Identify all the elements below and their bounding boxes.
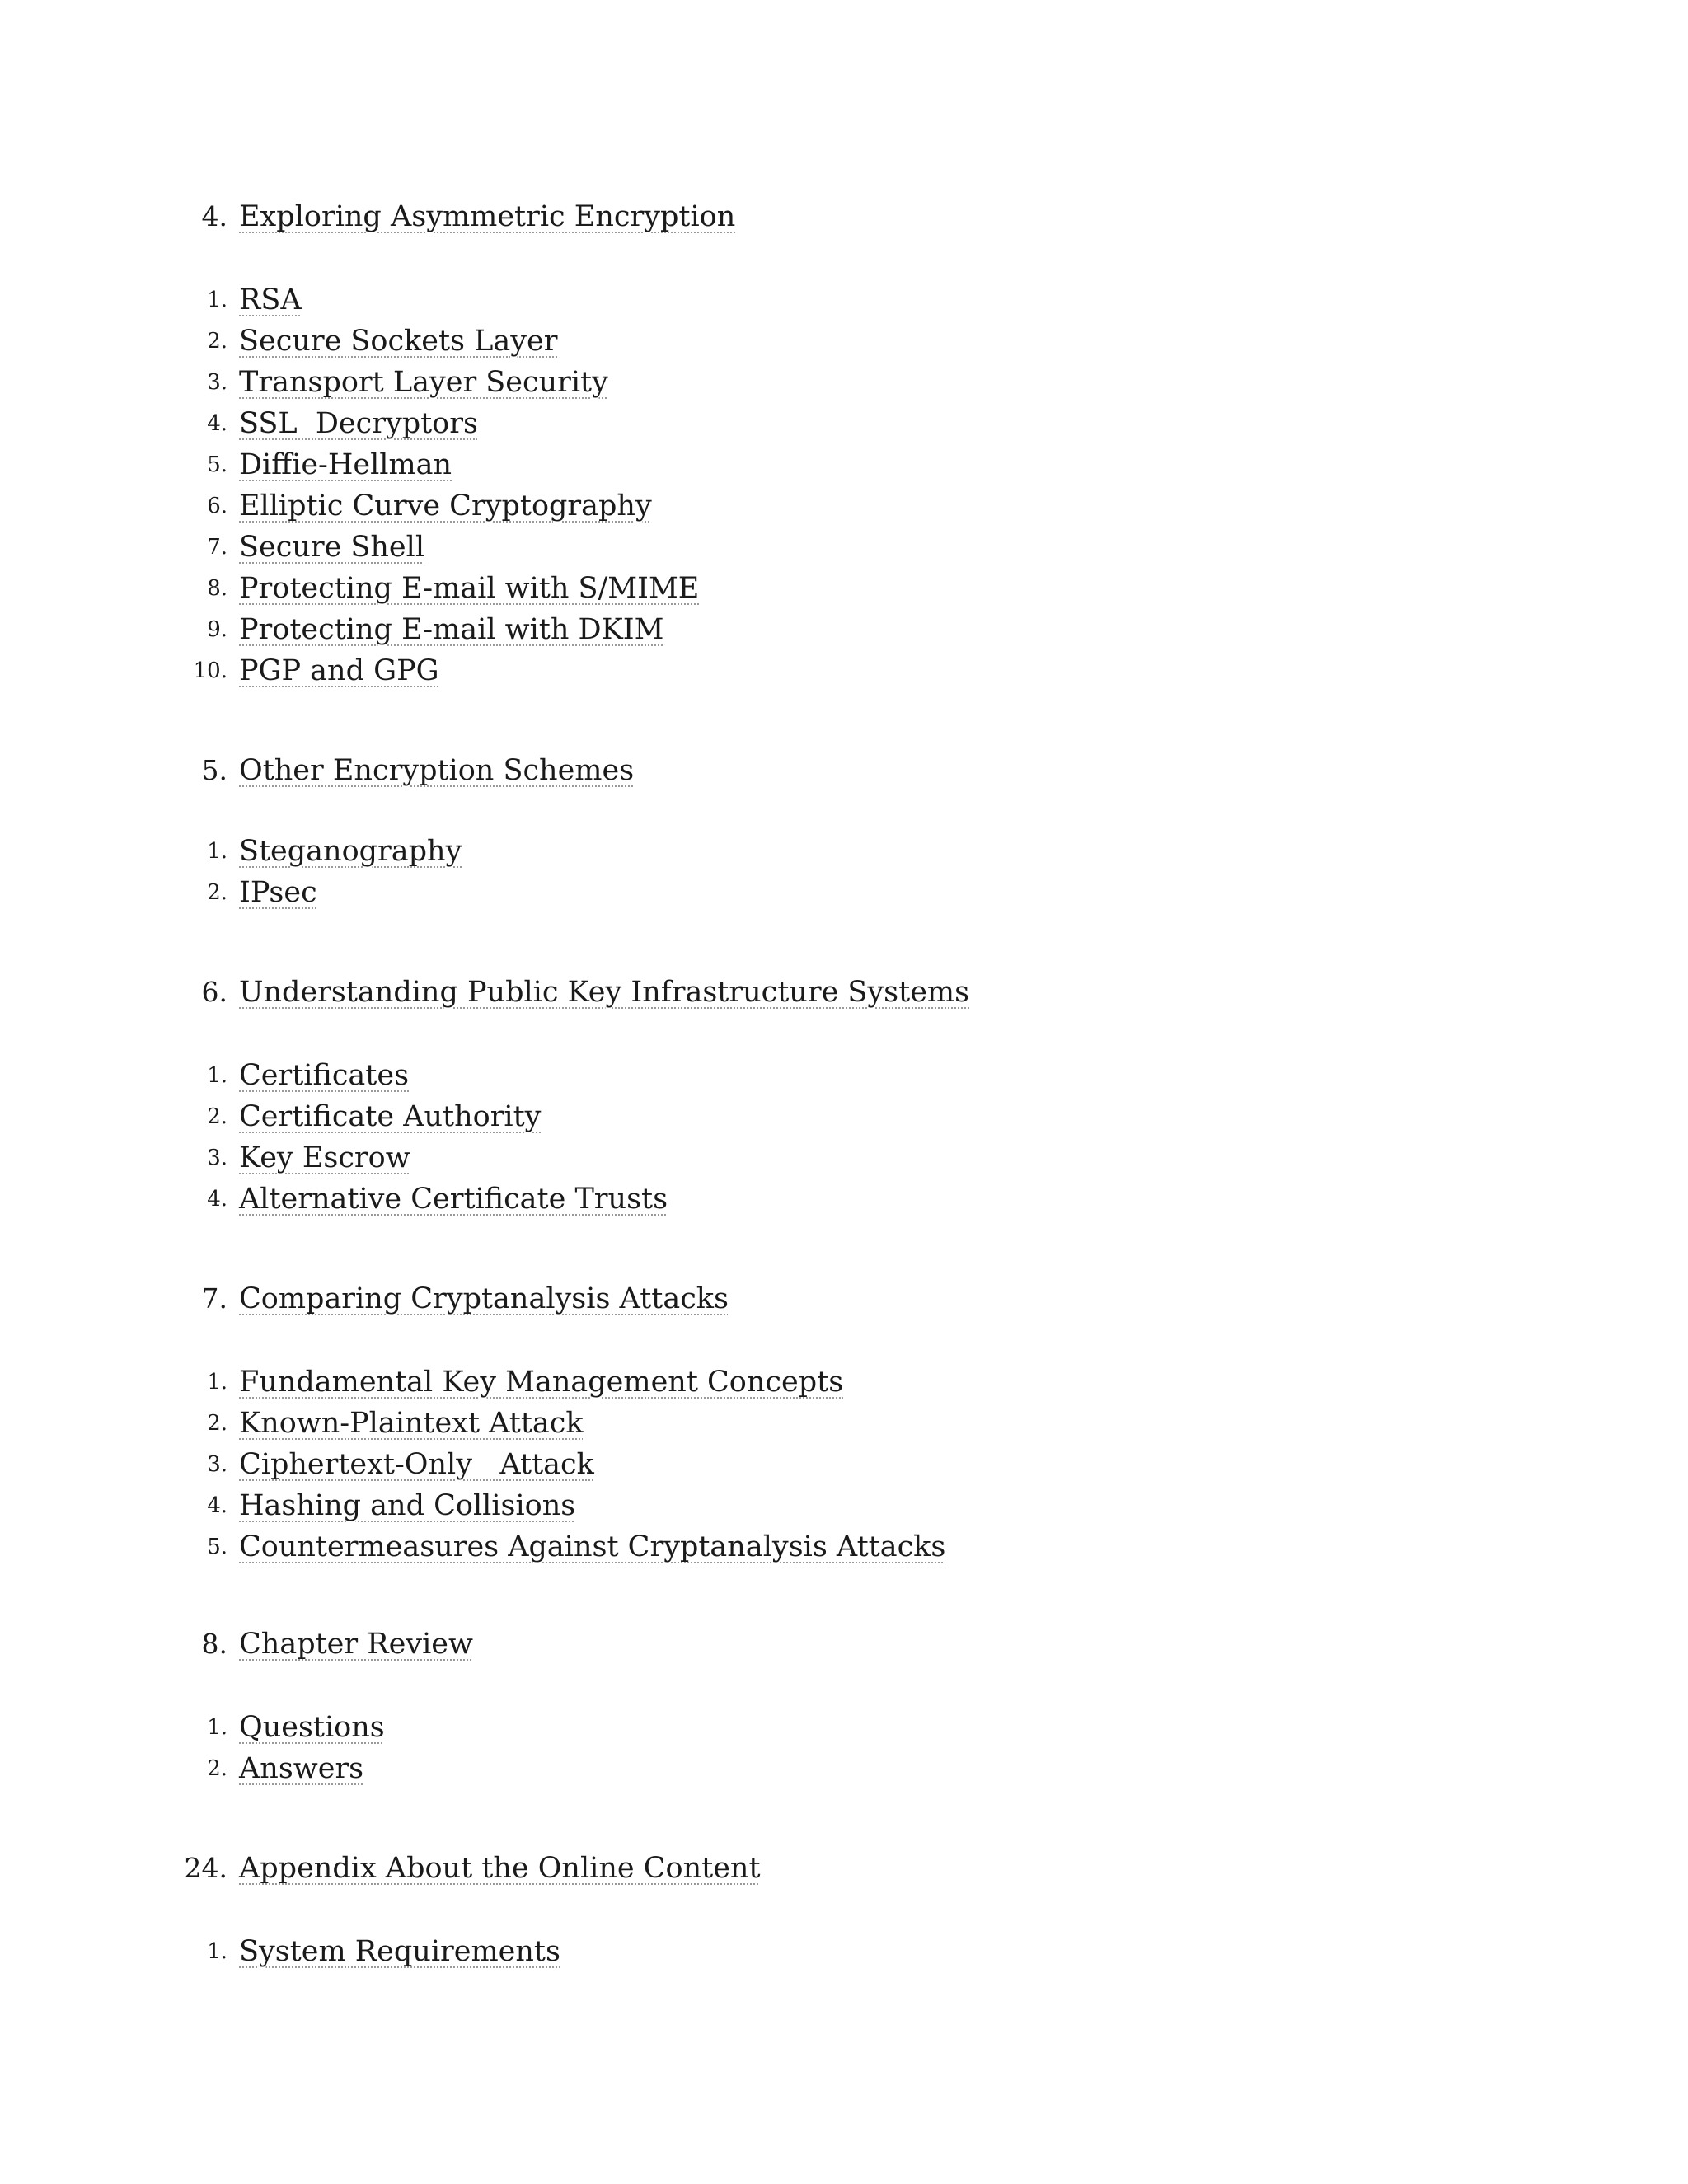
item-link-known-plaintext-attack[interactable]: Known-Plaintext Attack xyxy=(239,1407,584,1440)
item-number: 1. xyxy=(207,1715,227,1740)
item-link-certificates[interactable]: Certificates xyxy=(239,1059,410,1092)
item-link-alternative-certificate-trusts[interactable]: Alternative Certificate Trusts xyxy=(239,1183,668,1216)
item-number: 9. xyxy=(207,617,227,642)
section-link-comparing-cryptanalysis-attacks[interactable]: Comparing Cryptanalysis Attacks xyxy=(239,1282,729,1315)
item-number: 8. xyxy=(207,576,227,601)
item-link-diffie-hellman[interactable]: Diffie-Hellman xyxy=(239,448,452,481)
section-link-other-encryption-schemes[interactable]: Other Encryption Schemes xyxy=(239,754,635,787)
item-link-pgp-and-gpg[interactable]: PGP and GPG xyxy=(239,654,439,687)
item-number: 2. xyxy=(207,1104,227,1129)
item-number: 1. xyxy=(207,1939,227,1964)
section-link-exploring-asymmetric-encryption[interactable]: Exploring Asymmetric Encryption xyxy=(239,200,736,233)
item-number: 2. xyxy=(207,880,227,905)
item-link-key-escrow[interactable]: Key Escrow xyxy=(239,1141,410,1174)
item-number: 5. xyxy=(207,452,227,477)
item-number: 1. xyxy=(207,1063,227,1088)
item-link-ipsec[interactable]: IPsec xyxy=(239,876,317,909)
section-number: 24. xyxy=(184,1852,227,1884)
item-link-fundamental-key-management[interactable]: Fundamental Key Management Concepts xyxy=(239,1366,844,1399)
item-link-questions[interactable]: Questions xyxy=(239,1711,385,1744)
item-number: 4. xyxy=(207,411,227,436)
item-number: 7. xyxy=(207,535,227,560)
item-link-steganography[interactable]: Steganography xyxy=(239,835,462,868)
item-number: 6. xyxy=(207,494,227,518)
item-link-protecting-email-dkim[interactable]: Protecting E-mail with DKIM xyxy=(239,613,664,646)
item-link-secure-shell[interactable]: Secure Shell xyxy=(239,531,425,564)
section-link-appendix-online-content[interactable]: Appendix About the Online Content xyxy=(239,1852,761,1885)
item-number: 2. xyxy=(207,1756,227,1781)
item-number: 4. xyxy=(207,1187,227,1212)
item-number: 10. xyxy=(193,658,227,683)
item-link-ciphertext-only-attack[interactable]: Ciphertext-Only Attack xyxy=(239,1448,594,1481)
item-number: 4. xyxy=(207,1493,227,1518)
item-link-protecting-email-smime[interactable]: Protecting E-mail with S/MIME xyxy=(239,572,700,605)
item-number: 2. xyxy=(207,1411,227,1436)
section-number: 7. xyxy=(201,1282,227,1315)
item-link-ssl-decryptors[interactable]: SSL Decryptors xyxy=(239,407,478,440)
item-number: 3. xyxy=(207,1146,227,1170)
item-number: 3. xyxy=(207,370,227,395)
item-link-countermeasures[interactable]: Countermeasures Against Cryptanalysis Attacks xyxy=(239,1530,946,1563)
section-link-understanding-pki-systems[interactable]: Understanding Public Key Infrastructure Systems xyxy=(239,976,970,1009)
section-number: 8. xyxy=(201,1628,227,1660)
item-link-answers[interactable]: Answers xyxy=(239,1752,364,1785)
item-link-secure-sockets-layer[interactable]: Secure Sockets Layer xyxy=(239,325,558,358)
item-link-transport-layer-security[interactable]: Transport Layer Security xyxy=(239,366,608,399)
item-link-certificate-authority[interactable]: Certificate Authority xyxy=(239,1100,542,1133)
item-number: 5. xyxy=(207,1535,227,1559)
item-number: 3. xyxy=(207,1452,227,1477)
item-number: 2. xyxy=(207,329,227,354)
item-number: 1. xyxy=(207,288,227,312)
item-number: 1. xyxy=(207,1370,227,1394)
item-link-rsa[interactable]: RSA xyxy=(239,284,302,316)
item-link-system-requirements[interactable]: System Requirements xyxy=(239,1935,560,1968)
section-link-chapter-review[interactable]: Chapter Review xyxy=(239,1628,473,1661)
section-number: 5. xyxy=(201,754,227,786)
item-number: 1. xyxy=(207,839,227,864)
item-link-elliptic-curve-cryptography[interactable]: Elliptic Curve Cryptography xyxy=(239,490,652,523)
section-number: 4. xyxy=(201,200,227,232)
section-number: 6. xyxy=(201,976,227,1008)
item-link-hashing-and-collisions[interactable]: Hashing and Collisions xyxy=(239,1489,576,1522)
